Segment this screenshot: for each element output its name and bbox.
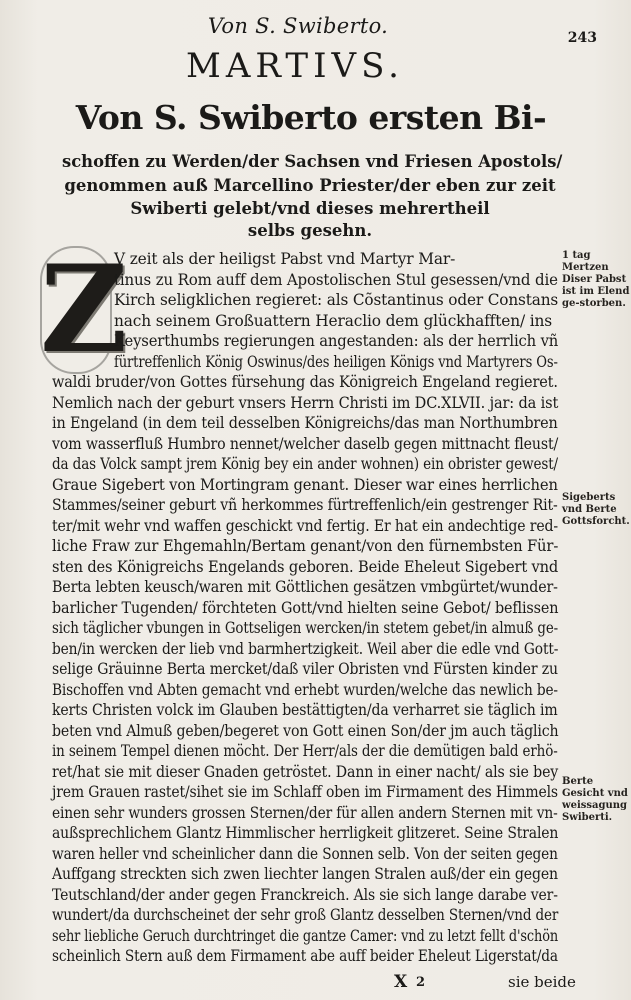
body-line: nach seinem Großuattern Heraclio dem glückhafften/ ins: [114, 311, 553, 330]
body-line: da das Volck sampt jrem König bey ein ander wohnen) ein obrister gewest/: [52, 455, 558, 473]
body-line: Teutschland/der ander gegen Franckreich. Als sie sich lange darabe ver-: [52, 885, 558, 904]
chapter-title: Von S. Swiberto ersten Bi-: [75, 98, 547, 137]
body-line: V zeit als der heiligst Pabst vnd Martyr Mar-: [114, 250, 456, 268]
signature-number: 2: [416, 975, 426, 990]
body-line: Auffgang streckten sich zwen liechter langen Stralen auß/der ein gegen: [52, 865, 558, 883]
body-line: Nemlich nach der geburt vnsers Herrn Christi im DC.XLVII. jar: da ist: [52, 393, 559, 412]
decorated-initial-letter: Z: [40, 239, 128, 380]
margin-note: 1 tag Mertzen Diser Pabst ist im Elend ge-storben.: [562, 250, 630, 309]
month-heading: MARTIVS.: [186, 46, 404, 86]
signature-mark: X: [394, 972, 408, 992]
body-line: Berta lebten keusch/waren mit Göttlichen gesätzen vmbgürtet/wunder-: [52, 578, 558, 596]
body-line: barlicher Tugenden/ förchteten Gott/vnd hielten seine Gebot/ beflissen: [52, 598, 559, 617]
body-line: tinus zu Rom auff dem Apostolischen Stul gesessen/vnd die: [114, 270, 558, 289]
body-line: Graue Sigebert von Mortingram genant. Dieser war eines herrlichen: [52, 475, 558, 494]
body-line: waldi bruder/von Gottes fürsehung das Königreich Engeland regieret.: [52, 373, 558, 391]
body-line: sten des Königreichs Engelands geboren. Beide Eheleut Sigebert vnd: [52, 557, 559, 576]
body-line: Kirch seligklichen regieret: als Cõstantinus oder Constans: [114, 291, 559, 309]
body-line: außsprechlichem Glantz Himmlischer herrligkeit glitzeret. Seine Stralen: [52, 824, 559, 842]
chapter-subtitle-line: schoffen zu Werden/der Sachsen vnd Friesen Apostols/: [62, 152, 563, 171]
running-head: Von S. Swiberto.: [207, 14, 389, 38]
margin-note: Berte Gesicht vnd weissagung Swiberti.: [562, 776, 628, 823]
body-line: waren heller vnd scheinlicher dann die Sonnen selb. Von der seiten gegen: [52, 844, 558, 863]
page-number: 243: [567, 30, 597, 46]
body-line: fürtreffenlich König Oswinus/des heiligen Königs vnd Martyrers Os-: [114, 352, 558, 371]
catchword: sie beide: [508, 973, 576, 991]
body-line: Stammes/seiner geburt vñ herkommes fürtreffenlich/ein gestrenger Rit-: [52, 496, 558, 514]
body-line: wundert/da durchscheinet der sehr groß Glantz desselben Sternen/vnd der: [52, 906, 559, 924]
body-line: vom wasserfluß Humbro nennet/welcher daselb gegen mittnacht fleust/: [52, 434, 559, 453]
body-line: liche Fraw zur Ehgemahln/Bertam genant/von den fürnembsten Für-: [52, 537, 559, 555]
body-line: beten vnd Almuß geben/begeret von Gott einen Son/der jm auch täglich: [52, 721, 559, 740]
body-line: ben/in wercken der lieb vnd barmhertzigkeit. Weil aber die edle vnd Gott-: [52, 639, 559, 658]
body-line: sehr liebliche Geruch durchtringet die gantze Camer: vnd zu letzt fellt d'schön: [52, 926, 559, 945]
body-line: jrem Grauen rastet/sihet sie im Schlaff oben im Firmament des Himmels: [52, 783, 558, 801]
chapter-subtitle-line: Swiberti gelebt/vnd dieses mehrertheil: [130, 199, 490, 218]
chapter-subtitle-line: genommen auß Marcellino Priester/der eben zur zeit: [64, 176, 556, 195]
body-line: selige Gräuinne Berta mercket/daß viler Obristen vnd Fürsten kinder zu: [52, 660, 558, 678]
body-line: einen sehr wunders grossen Sternen/der für allen andern Sternen mit vn-: [52, 803, 558, 822]
margin-note: Sigeberts vnd Berte Gottsforcht.: [562, 492, 630, 527]
body-line: Keyserthumbs regierungen angestanden: als der herrlich vñ: [114, 332, 559, 350]
body-line: kerts Christen volck im Glauben bestättigten/da verharret sie täglich im: [52, 701, 558, 719]
body-line: scheinlich Stern auß dem Firmament abe auff beider Eheleut Ligerstat/da: [52, 947, 558, 965]
body-line: Bischoffen vnd Abten gemacht vnd erhebt wurden/welche das newlich be-: [52, 680, 558, 699]
body-line: in Engeland (in dem teil desselben Königreichs/das man Northumbren: [52, 414, 558, 432]
chapter-subtitle-line: selbs gesehn.: [247, 221, 373, 240]
body-line: in seinem Tempel dienen möcht. Der Herr/als der die demütigen bald erhö-: [52, 742, 558, 760]
body-line: ret/hat sie mit dieser Gnaden getröstet. Dann in einer nacht/ als sie bey: [52, 762, 559, 781]
body-line: sich täglicher vbungen in Gottseligen wercken/in stetem gebet/in almuß ge-: [52, 619, 559, 637]
body-line: ter/mit wehr vnd waffen geschickt vnd fertig. Er hat ein andechtige red-: [52, 516, 559, 535]
